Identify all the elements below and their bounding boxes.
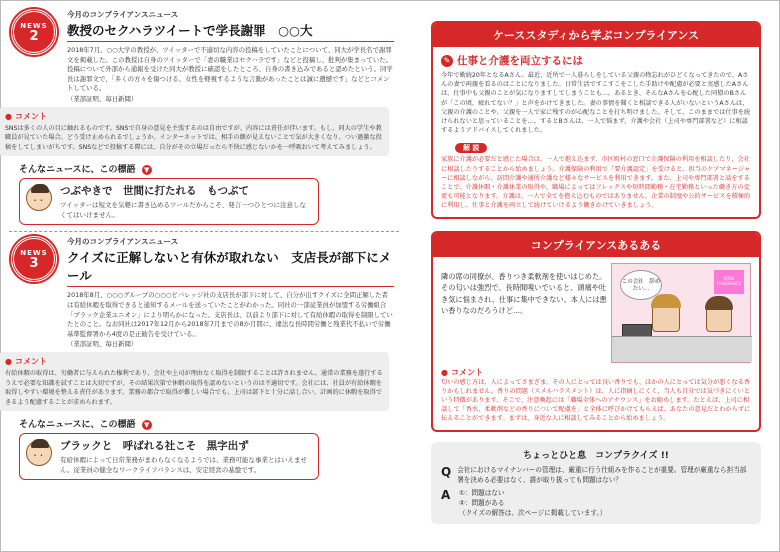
pen-icon: ✎ xyxy=(441,55,453,67)
fragrance-poster: ROSE FRAGRANCE xyxy=(714,270,744,294)
news-kicker: 今月のコンプライアンスニュース xyxy=(67,237,179,247)
quiz-answers xyxy=(441,488,751,518)
case-study-box xyxy=(431,21,761,219)
aruaru-box xyxy=(431,231,761,432)
right-column xyxy=(431,21,761,524)
news-source: （業部証明、毎日新聞） xyxy=(67,94,138,103)
case-study-title xyxy=(441,53,751,68)
comment-body: 有給休暇の取得は、労働者に与えられた権利であり、会社や上司が理由なく取得を制限することは許されません。通常の業務を遂行するうえで必要な知識を試すことは大切ですが、その結果次第で休暇の取得を認めないというのは不適切です。会社には、社員が有給休暇を取得しやすい環境を整える責任があります。業務の都合で取得が難しい場合でも、上司は部下と十分に話し合い、計画的に休暇を取得できるよう配慮することが求められます。 xyxy=(5,370,383,406)
speech-bubble: この会社 辞めたい… xyxy=(620,270,662,300)
news-badge-number: 3 xyxy=(29,255,39,271)
slogan-intro-label: そんなニュースに、この標語 xyxy=(19,165,136,176)
slogan-intro-label: そんなニュースに、この標語 xyxy=(19,420,136,431)
slogan-text: ブラックと 呼ばれる社こそ 黒字出ず xyxy=(60,440,249,453)
comment-title: ● コメント xyxy=(5,356,383,367)
coworker-figure xyxy=(652,296,680,332)
case-study-banner: ケーススタディから学ぶコンプライアンス xyxy=(433,23,759,47)
news-body: 2018年7月、○○大学の教授が、ツイッターで不適切な内容の投稿をしていたことについて、同大が学長名で謝罪文を掲載した。この教授は自身のツイッターで「妻の職業はセクハラです」などと投稿し、批判が集まっていた。投稿について外部から通報を受けた同大が教授に確認をしたところ、自身の書き込みであると認めたという。同学長は謝罪文で、「多くの方々を傷つける、女性を軽視するような言動があったことは誠に遺憾です」などとコメントしている。 xyxy=(67,46,393,93)
slogan-arrow-icon: ▼ xyxy=(142,165,152,175)
news-badge-label: NEWS xyxy=(20,21,48,30)
slogan-text: つぶやきで 世間に打たれる もつぶて xyxy=(60,185,249,198)
comment-body: SNSは多くの人の目に触れるものです。SNSで自身の意見を主張するのは自由ですが、内容には責任が伴います。もし、同大の学生や教職員が見ていた場合、どう受け止められるでしょうか。インターネットでは、相手の顔が見えないことで気が大きくなり、つい過激な投稿をしてしまいがちです。SNSなどで投稿する際には、自分がその立場だったら不快に感じないかを一呼吸おいて考えてみましょう。 xyxy=(5,124,382,151)
quiz-box xyxy=(431,442,761,524)
explanation-label: 解 説 xyxy=(455,143,487,153)
case-study-title-text: 仕事と介護を両立するには xyxy=(457,55,583,67)
news-kicker: 今月のコンプライアンスニュース xyxy=(67,10,179,19)
slogan-arrow-icon: ▼ xyxy=(142,420,152,430)
news-item-2 xyxy=(9,9,394,103)
answer-note: （クイズの解答は、次ページに掲載しています。） xyxy=(459,508,607,517)
news-comment-box xyxy=(0,352,389,411)
slogan-intro xyxy=(19,417,394,430)
slogan-explanation: ツイッターは短文を気軽に書き込めるツールだからこそ、発言一つひとつに注意しなくてはいけません。 xyxy=(60,201,307,220)
quiz-title: ちょっとひと息 コンプラクイズ !! xyxy=(523,450,669,461)
news-item-3 xyxy=(9,236,394,348)
case-study-body: 今年で勤続20年となるAさん。最近、近所で一人暮らしをしている父親の物忘れがひどくなってきたので、Aさんの妻で両親を看るのはことになりました。日常生活ですこすこをこした手助けや配慮が必要と実感したAさんは、仕事中も父親のことが気になりますしてしまうことも…。あるとき、そんなAさんを心配した同僚のBさんが「この頃、疲れてない？」と声をかけてきました。妻の事情を聞くと相談できる人がいないというAさんは、父親の介護のことや、父親を一人で家に残すのが心配なことを打ち明けました。そして、このままでは仕事を続けられないと思っていることを…。するとBさんは、一人で悩まず、介護や会社（上司や専門部署など）に相談するようアドバイスしてくれました。 xyxy=(441,72,751,135)
office-illustration xyxy=(611,263,751,363)
desk xyxy=(612,336,752,362)
news-badge xyxy=(11,236,57,282)
aruaru-text: 隣の席の同僚が、香りつき柔軟剤を使いはじめた。その匂いは強烈で、長時間嗅いでいると、頭痛や吐き気に悩まされ、仕事に集中できない。本人には悪い香りなのだろうけど…。 xyxy=(441,271,607,316)
slogan-intro xyxy=(19,162,394,175)
comment-title: ● コメント xyxy=(441,367,751,378)
news-headline: 教授のセクハラツイートで学長謝罪 ○○大 xyxy=(67,21,394,42)
question-mark-label: Q xyxy=(441,464,452,479)
question-text: 会社におけるマイナンバーの管理は、厳重に行う仕組みを作ることが重要。管理が厳重なら担当部署を決める必要はなく、誰が取り扱っても問題はない？ xyxy=(457,465,747,484)
answer-option-2: ②：問題がある xyxy=(459,498,505,507)
news-source: （業部証明、毎日新聞） xyxy=(67,340,138,349)
aruaru-banner: コンプライアンスあるある xyxy=(433,233,759,257)
answer-option-1: ①：問題はない xyxy=(459,488,505,497)
news-headline: クイズに正解しないと有休が取れない 支店長が部下にメール xyxy=(67,248,394,287)
comment-body: 匂いの感じ方は、人によってさまざま。その人にとっては良い香りでも、ほかの人にとっては気分が悪くなる香りかもしれません。香りの問題（スメルハラスメント）は、人に指摘しにくく、当人も自分では気づきにくいという特徴があります。そこで、注意喚起には「職場全体へのアナウンス」をお勧めします。たとえば、上司に相談して「香水、柔軟剤などの香りについて配慮を」と全体に呼びかけてもらえば、あなたの意見だとわからずに伝えることができます。まずは、身近な人に相談してみることから始めましょう。 xyxy=(441,378,751,423)
news-badge-label: NEWS xyxy=(20,248,48,257)
section-divider xyxy=(9,231,399,232)
explanation-body: 家族に介護が必要だと感じた場合は、一人で抱え込まず、市区町村の窓口で介護保険の利用を相談したり、会社に相談したりすることから始めましょう。介護保険の利用で「要介護認定」を受けると、担当のケアマネージャーに相談しながら、訪問介護や通所介護など様々なサービスを利用できます。また、上司や専門部署と話をすることで、介護休暇・介護休業の取得や、職場によってはフレックスや短時間勤務・在宅勤務といった働き方の変更も可能となります。介護は、一人で全てを抱え込むものではありません。企業の制度や公的サービスを積極的に利用し、仕事と介護を両立して続けていけるよう働きかけていきましょう。 xyxy=(441,156,751,210)
slogan-explanation: 有給休暇によって日常業務がまわらなくなるようでは、業務可能な事業とはいえません。従業員の健全なワークライフバランスは、安定経営の基盤です。 xyxy=(60,456,307,475)
news-body: 2018年8月、○○○グループの○○○ビバレッジ社の支店長が部下に対して、自分が出すクイズに全問正解した者は有給休暇を取得できると通知するメールを送っていたことがわかった。同社の一部従業員が加盟する労働組合「ブラック企業ユニオン」により明らかになった。支店長は、以前より部下に対して有給休暇の取得を制限していたとのこと。なお同社は2017年12月から2018年7月までの8か月間に、違法な長時間労働と残業代不払いで労働基準監督署から4度の是正勧告を受けている。 xyxy=(67,291,393,338)
coworker-figure xyxy=(706,298,732,332)
person-avatar-icon xyxy=(26,440,52,466)
slogan-box xyxy=(19,178,319,225)
comment-title: ● コメント xyxy=(5,111,383,122)
slogan-box xyxy=(19,433,319,480)
answer-mark-label: A xyxy=(441,487,451,502)
quiz-question xyxy=(441,465,751,485)
person-avatar-icon xyxy=(26,185,52,211)
news-badge xyxy=(11,9,57,55)
left-column xyxy=(5,9,394,545)
news-comment-box xyxy=(0,107,389,157)
news-badge-number: 2 xyxy=(29,28,39,44)
